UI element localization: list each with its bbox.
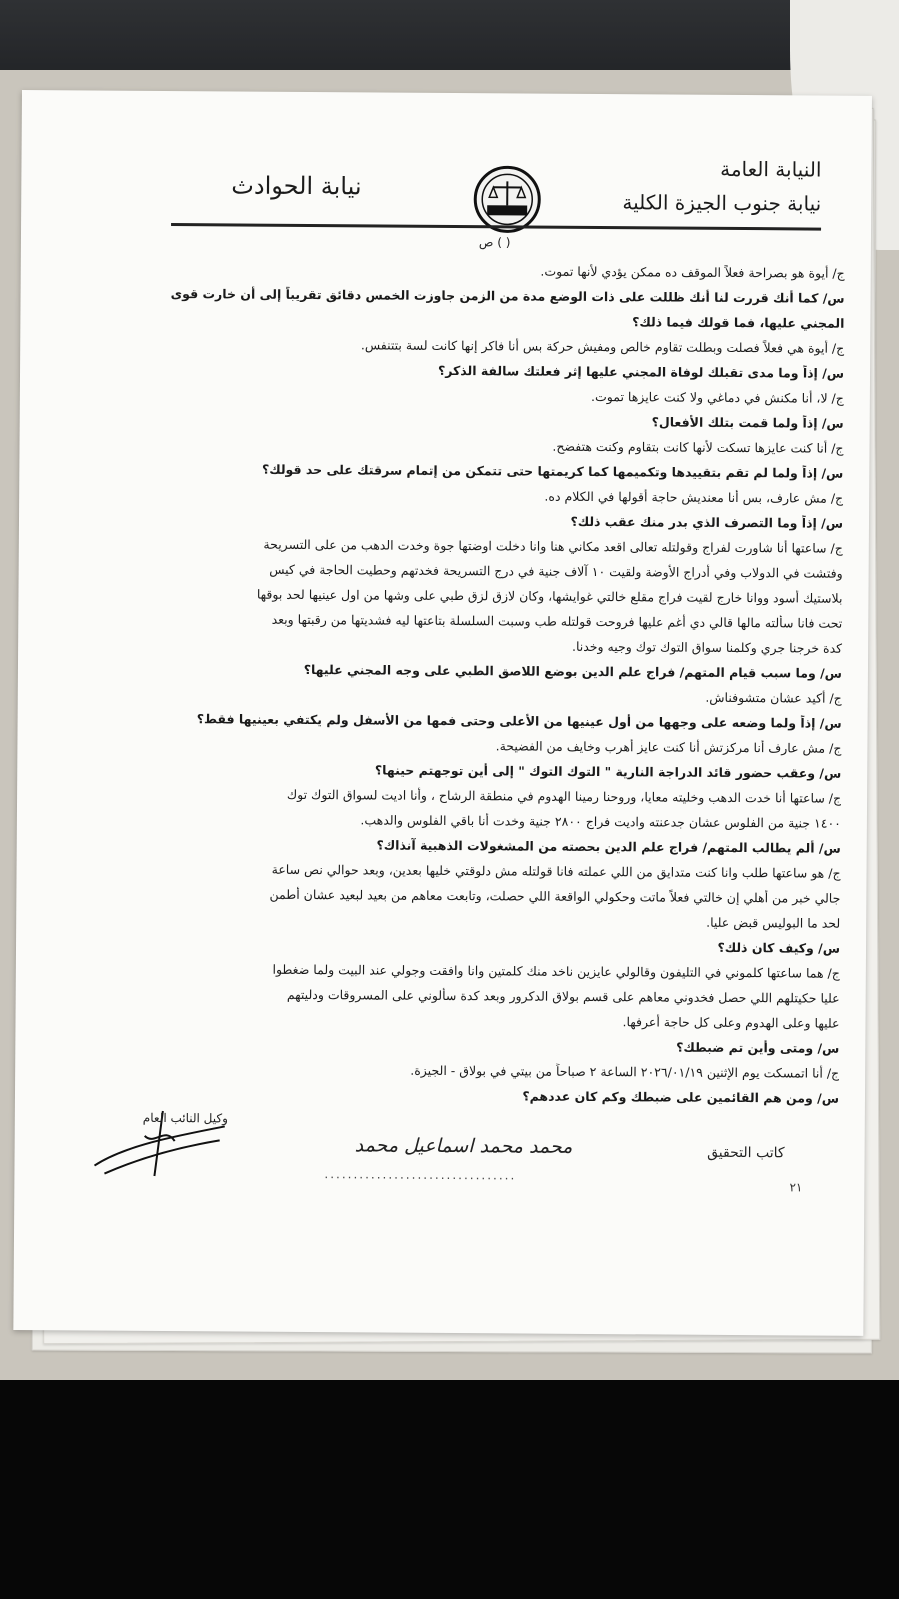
page-number: ٢١ xyxy=(789,1180,803,1195)
page-marker: ص ( ) xyxy=(478,235,511,250)
clerk-label: كاتب التحقيق xyxy=(707,1144,785,1162)
question-line: س/ ومن هم القائمين على ضبطك وكم كان عددهم؟ xyxy=(522,1088,840,1106)
answer-line: ١٤٠٠ جنية من الفلوس عشان جدعنته واديت فراج ٢٨٠٠ جنية وخدت أنا باقي الفلوس والدهب. xyxy=(360,812,841,831)
answer-line: ج/ أنا كنت عايزها تسكت لأنها كانت بتقاوم وكنت هتفضح. xyxy=(552,438,844,456)
question-line: س/ ألم يطالب المتهم/ فراج علم الدين بحصته من المشغولات الذهبية آنذاك؟ xyxy=(376,837,841,856)
question-line: س/ وعقب حضور قائد الدراجة النارية " التوك التوك " إلى أين توجهتم حينها؟ xyxy=(374,762,842,781)
authority-header xyxy=(622,156,821,215)
answer-line: كدة خرجنا جري وكلمنا سواق التوك توك وجيه وخدنا. xyxy=(571,638,843,656)
answer-line: بلاستيك أسود ووانا خارج لقيت فراج مقلع خالتي غوايشها، وكان لازق لزق طبي على وشها من اول عينيها لحد بوقها xyxy=(256,586,843,606)
answer-line: ج/ مش عارف، بس أنا معنديش حاجة أقولها في الكلام ده. xyxy=(544,488,844,506)
answer-line: ج/ لا، أنا مكنش في دماغي ولا كنت عايزها تموت. xyxy=(591,388,844,406)
answer-line: عليها وعلى الهدوم وعلى كل حاجة أعرفها. xyxy=(622,1014,840,1031)
answer-line: وفتشت في الدولاب وفي أدراج الأوضة ولقيت ١٠ آلاف جنية في درج التسريحة فخدتهم وحطيت الحاجة في كيس xyxy=(269,561,843,581)
question-line: س/ إذاً ولما لم تقم بتقييدها وتكميمها كما كريمتها حتى تتمكن من إتمام سرقتك على حد قولك؟ xyxy=(261,461,844,481)
answer-line: عليا حكيتلهم اللي حصل فخدوني معاهم على قسم بولاق الدكرور وبعد كدة سألوني على المسروقات ودليتهم xyxy=(286,986,840,1006)
scales-emblem-icon xyxy=(473,165,541,233)
office-name: نيابة الحوادث xyxy=(231,171,362,201)
answer-line: ج/ أنا اتمسكت يوم الإثنين ٢٠٢٦/٠١/١٩ الساعة ٢ صباحاً من بيتي في بولاق - الجيزة. xyxy=(410,1062,840,1081)
document-page xyxy=(13,90,872,1336)
question-line: س/ وكيف كان ذلك؟ xyxy=(717,939,841,956)
answer-line: ج/ أيوة هو بصراحة فعلاً الموقف ده ممكن يؤدي لأنها تموت. xyxy=(540,263,845,281)
question-line: المجني عليها، فما قولك فيما ذلك؟ xyxy=(632,314,845,331)
answer-line: ج/ أكيد عشان متشوفناش. xyxy=(705,689,842,706)
answer-line: ج/ أيوة هي فعلاً فصلت وبطلت تقاوم خالص ومفيش حركة بس أنا فاكر إنها كانت لسة بتتنفس. xyxy=(360,337,845,356)
answer-line: ج/ هما ساعتها كلموني في التليفون وقالولي عايزين ناخد منك كلمتين وانا وافقت وجولي عند البيت ولما ضغطوا xyxy=(272,961,840,981)
authority-line-2: نيابة جنوب الجيزة الكلية xyxy=(622,190,822,216)
question-line: س/ إذاً ولما قمت بتلك الأفعال؟ xyxy=(651,414,844,431)
transcript-body xyxy=(29,260,845,1116)
answer-line: جالي خبر من أهلي إن خالتي فعلاً ماتت وحكولي الواقعة اللي حصلت، وتابعت معاهم من بعيد لبعيد عشان أطمن xyxy=(269,886,841,906)
defendant-signature: محمد محمد اسماعيل محمد xyxy=(354,1134,573,1158)
answer-line: ج/ مش عارف أنا مركزتش أنا كنت عايز أهرب وخايف من الفضيحة. xyxy=(495,738,842,756)
signature-dotted-line: ................................. xyxy=(324,1167,517,1183)
question-line: س/ وما سبب قيام المتهم/ فراج علم الدين بوضع اللاصق الطبي على وجه المجني عليها؟ xyxy=(303,661,843,681)
question-line: س/ إذاً ولما وضعه على وجهها من أول عينيها من الأعلى وحتى فمها من الأسفل ولم يكتفي بعينيها فقط؟ xyxy=(196,711,842,731)
question-line: س/ كما أنك قررت لنا أنك ظللت على ذات الوضع مدة من الزمن جاوزت الخمس دقائق تقريباً إلى أن خارت قوى xyxy=(170,286,845,306)
background-bottom xyxy=(0,1380,899,1599)
question-line: س/ إذاً وما مدى تقبلك لوفاة المجني عليها إثر فعلتك سالفة الذكر؟ xyxy=(437,362,845,381)
answer-line: ج/ هو ساعتها طلب وانا كنت متدايق من اللي عملته فانا قولتله مش دلوقتي خليها بعدين، وبعد حوالي نص ساعة xyxy=(271,861,841,881)
prosecutor-label: وكيل النائب العام xyxy=(142,1110,228,1126)
answer-line: ج/ ساعتها أنا خدت الدهب وخليته معايا، وروحنا رمينا الهدوم في منطقة الرشاح ، وأنا اديت لسواق التوك توك xyxy=(286,786,842,806)
authority-line-1: النيابة العامة xyxy=(720,156,822,182)
question-line: س/ إذاً وما التصرف الذي بدر منك عقب ذلك؟ xyxy=(570,513,844,531)
question-line: س/ ومتى وأين تم ضبطك؟ xyxy=(676,1039,840,1056)
answer-line: ج/ ساعتها أنا شاورت لفراج وقولتله تعالى اقعد مكاني هنا وانا دخلت اوضتها جوة وخدت الدهب من على التسريحة xyxy=(263,536,843,556)
answer-line: تحت فانا سألته مالها قالي دي أغم عليها فروحت قولتله طب وسبت السلسلة بتاعتها ليه فشديتها من رقبتها وبعد xyxy=(271,611,843,631)
answer-line: لحد ما البوليس قبض عليا. xyxy=(706,914,841,931)
